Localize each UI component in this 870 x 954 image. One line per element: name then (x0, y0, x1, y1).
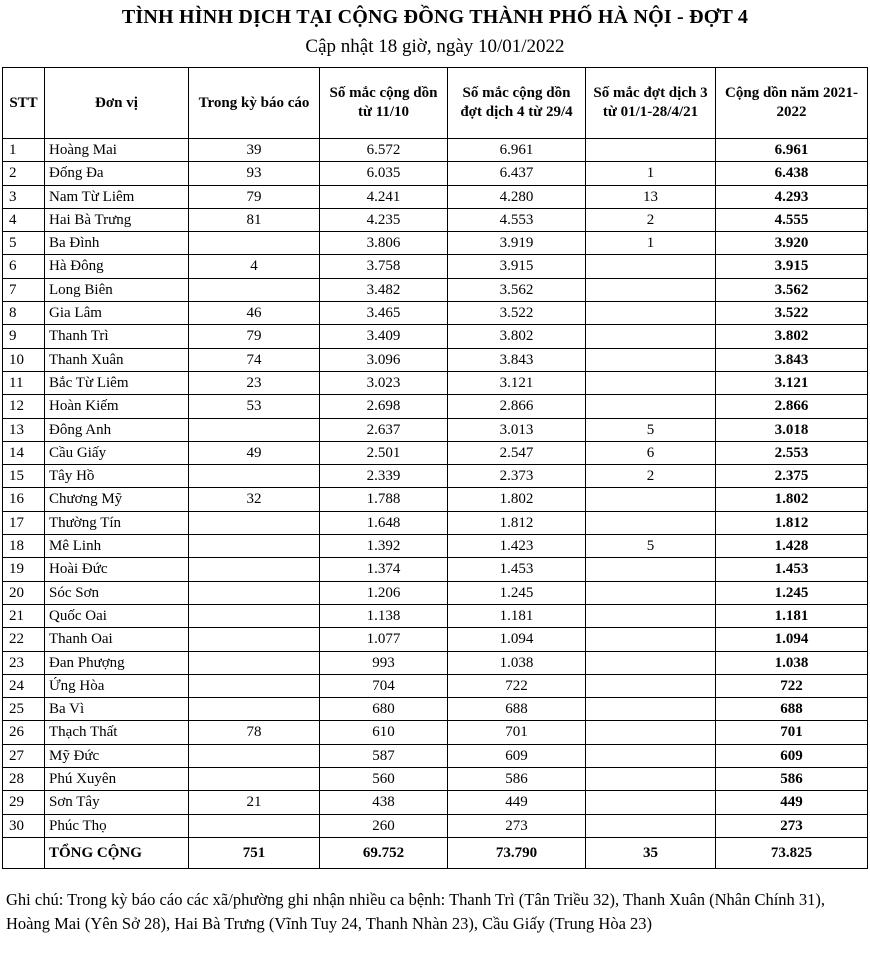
cell-wave3 (586, 744, 716, 767)
table-row (3, 371, 868, 394)
cell-period: 4 (189, 255, 320, 278)
cell-period (189, 628, 320, 651)
cell-unit: Đông Anh (45, 418, 189, 441)
table-row (3, 814, 868, 837)
cell-wave4: 3.121 (448, 371, 586, 394)
cell-period (189, 674, 320, 697)
table-header-row (3, 68, 868, 139)
footnote: Ghi chú: Trong kỳ báo cáo các xã/phường ghi nhận nhiều ca bệnh: Thanh Trì (Tân Triều 32), Thanh Xuân (Nhân Chính 31), Hoàng Mai (Yên Sở 28), Hai Bà Trưng (Vĩnh Tuy 24, Thanh Nhàn 23), Cầu Giấy (Trung Hòa 23) (6, 890, 826, 933)
cell-stt: 30 (3, 814, 45, 837)
cell-wave4: 3.802 (448, 325, 586, 348)
cell-since-1110: 1.392 (320, 535, 448, 558)
table-row (3, 348, 868, 371)
cell-since-1110: 680 (320, 698, 448, 721)
cell-since-1110: 4.241 (320, 185, 448, 208)
cell-since-1110: 2.501 (320, 441, 448, 464)
cell-since-1110: 4.235 (320, 208, 448, 231)
cell-stt: 14 (3, 441, 45, 464)
cell-wave3 (586, 791, 716, 814)
cell-since-1110: 3.465 (320, 302, 448, 325)
cell-stt: 5 (3, 232, 45, 255)
cell-stt: 6 (3, 255, 45, 278)
cell-unit: Gia Lâm (45, 302, 189, 325)
cell-unit: Hà Đông (45, 255, 189, 278)
cell-total: 3.843 (716, 348, 868, 371)
cell-wave3: 5 (586, 418, 716, 441)
cell-since-1110: 3.482 (320, 278, 448, 301)
cell-total: 722 (716, 674, 868, 697)
cell-stt: 16 (3, 488, 45, 511)
table-row (3, 465, 868, 488)
table-row (3, 208, 868, 231)
table-row (3, 418, 868, 441)
cell-total: 4.293 (716, 185, 868, 208)
cell-since-1110: 560 (320, 768, 448, 791)
cell-unit: Sóc Sơn (45, 581, 189, 604)
cell-period (189, 581, 320, 604)
cell-total: 2.375 (716, 465, 868, 488)
cell-since-1110: 1.374 (320, 558, 448, 581)
cell-unit: Thanh Xuân (45, 348, 189, 371)
cell-since-1110: 587 (320, 744, 448, 767)
cell-since-1110: 3.096 (320, 348, 448, 371)
cell-unit: Thanh Oai (45, 628, 189, 651)
cell-wave3 (586, 278, 716, 301)
cell-total: 6.961 (716, 139, 868, 162)
cell-wave3 (586, 511, 716, 534)
total-label: TỔNG CỘNG (45, 837, 189, 868)
header-wave4: Số mắc cộng dồn đợt dịch 4 từ 29/4 (448, 68, 586, 139)
cell-since-1110: 1.648 (320, 511, 448, 534)
cell-unit: Sơn Tây (45, 791, 189, 814)
header-unit: Đơn vị (45, 68, 189, 139)
table-row (3, 768, 868, 791)
cell-wave3 (586, 651, 716, 674)
cell-unit: Hoàn Kiếm (45, 395, 189, 418)
cell-wave3 (586, 628, 716, 651)
cell-period: 46 (189, 302, 320, 325)
cell-unit: Tây Hồ (45, 465, 189, 488)
cell-total: 3.562 (716, 278, 868, 301)
cell-wave4: 273 (448, 814, 586, 837)
cell-stt: 8 (3, 302, 45, 325)
cell-wave4: 1.802 (448, 488, 586, 511)
cell-stt: 12 (3, 395, 45, 418)
cell-wave3: 2 (586, 465, 716, 488)
table-row (3, 558, 868, 581)
cell-unit: Nam Từ Liêm (45, 185, 189, 208)
cell-wave4: 3.915 (448, 255, 586, 278)
cell-wave3 (586, 581, 716, 604)
cell-total: 2.866 (716, 395, 868, 418)
cell-period (189, 604, 320, 627)
header-since-1110: Số mắc cộng dồn từ 11/10 (320, 68, 448, 139)
cell-period: 39 (189, 139, 320, 162)
cell-since-1110: 2.698 (320, 395, 448, 418)
cell-wave3: 1 (586, 232, 716, 255)
cell-wave4: 2.547 (448, 441, 586, 464)
cell-total: 2.553 (716, 441, 868, 464)
cell-wave4: 3.522 (448, 302, 586, 325)
cell-period (189, 814, 320, 837)
cell-since-1110: 3.409 (320, 325, 448, 348)
cell-unit: Cầu Giấy (45, 441, 189, 464)
cell-total: 688 (716, 698, 868, 721)
cell-unit: Phúc Thọ (45, 814, 189, 837)
cell-stt: 7 (3, 278, 45, 301)
cell-total: 3.121 (716, 371, 868, 394)
total-wave3: 35 (586, 837, 716, 868)
cell-period (189, 232, 320, 255)
cell-since-1110: 3.758 (320, 255, 448, 278)
cell-period (189, 744, 320, 767)
cell-total: 3.915 (716, 255, 868, 278)
cell-since-1110: 1.788 (320, 488, 448, 511)
cell-period (189, 698, 320, 721)
cell-wave3: 6 (586, 441, 716, 464)
cell-wave4: 1.038 (448, 651, 586, 674)
cell-period: 79 (189, 325, 320, 348)
cell-unit: Hai Bà Trưng (45, 208, 189, 231)
cell-unit: Phú Xuyên (45, 768, 189, 791)
cell-wave3 (586, 488, 716, 511)
cell-period: 53 (189, 395, 320, 418)
cell-wave3 (586, 255, 716, 278)
cell-wave4: 2.866 (448, 395, 586, 418)
table-row (3, 581, 868, 604)
cell-wave3 (586, 395, 716, 418)
cell-since-1110: 2.339 (320, 465, 448, 488)
cell-period: 78 (189, 721, 320, 744)
cell-wave3 (586, 558, 716, 581)
cell-stt: 10 (3, 348, 45, 371)
cell-wave3 (586, 139, 716, 162)
cell-since-1110: 6.572 (320, 139, 448, 162)
cell-period (189, 651, 320, 674)
table-row (3, 535, 868, 558)
cell-stt: 19 (3, 558, 45, 581)
cell-since-1110: 3.806 (320, 232, 448, 255)
total-since-1110: 69.752 (320, 837, 448, 868)
table-row (3, 628, 868, 651)
cell-total: 1.428 (716, 535, 868, 558)
table-row (3, 674, 868, 697)
cell-period: 74 (189, 348, 320, 371)
cell-stt: 9 (3, 325, 45, 348)
cell-since-1110: 993 (320, 651, 448, 674)
cell-wave4: 3.013 (448, 418, 586, 441)
cell-total: 1.181 (716, 604, 868, 627)
table-row (3, 255, 868, 278)
cell-wave3 (586, 302, 716, 325)
cell-unit: Đống Đa (45, 162, 189, 185)
page-subtitle: Cập nhật 18 giờ, ngày 10/01/2022 (305, 36, 565, 57)
cell-stt: 27 (3, 744, 45, 767)
cell-unit: Quốc Oai (45, 604, 189, 627)
cell-unit: Hoàng Mai (45, 139, 189, 162)
table-row (3, 698, 868, 721)
total-wave4: 73.790 (448, 837, 586, 868)
cell-total: 3.522 (716, 302, 868, 325)
cell-since-1110: 1.206 (320, 581, 448, 604)
cell-stt: 26 (3, 721, 45, 744)
table-row (3, 488, 868, 511)
cell-wave4: 6.437 (448, 162, 586, 185)
cell-since-1110: 1.138 (320, 604, 448, 627)
cell-stt: 4 (3, 208, 45, 231)
cell-wave4: 6.961 (448, 139, 586, 162)
cell-unit: Long Biên (45, 278, 189, 301)
cell-unit: Bắc Từ Liêm (45, 371, 189, 394)
cell-stt: 20 (3, 581, 45, 604)
table-body (3, 139, 868, 838)
cell-total: 1.453 (716, 558, 868, 581)
cell-total: 1.094 (716, 628, 868, 651)
cell-total: 1.812 (716, 511, 868, 534)
cell-wave4: 449 (448, 791, 586, 814)
cell-stt: 17 (3, 511, 45, 534)
cell-unit: Mỹ Đức (45, 744, 189, 767)
cell-wave4: 722 (448, 674, 586, 697)
cell-wave4: 1.181 (448, 604, 586, 627)
total-row (3, 837, 868, 868)
page-title: TÌNH HÌNH DỊCH TẠI CỘNG ĐỒNG THÀNH PHỐ HÀ NỘI - ĐỢT 4 (121, 6, 749, 28)
cell-total: 273 (716, 814, 868, 837)
table-row (3, 302, 868, 325)
cell-total: 1.038 (716, 651, 868, 674)
cell-period (189, 768, 320, 791)
table-row (3, 604, 868, 627)
cell-wave3 (586, 371, 716, 394)
header-total-2021-2022: Cộng dồn năm 2021-2022 (716, 68, 868, 139)
cell-period: 32 (189, 488, 320, 511)
cell-wave3: 2 (586, 208, 716, 231)
cell-wave4: 3.843 (448, 348, 586, 371)
cell-total: 586 (716, 768, 868, 791)
cell-since-1110: 260 (320, 814, 448, 837)
cell-wave3 (586, 698, 716, 721)
cell-stt: 11 (3, 371, 45, 394)
cell-wave4: 4.280 (448, 185, 586, 208)
cell-unit: Ba Vì (45, 698, 189, 721)
cell-wave4: 4.553 (448, 208, 586, 231)
table-row (3, 511, 868, 534)
cell-wave3 (586, 814, 716, 837)
total-period: 751 (189, 837, 320, 868)
cell-period (189, 511, 320, 534)
cell-wave3 (586, 721, 716, 744)
cell-stt: 13 (3, 418, 45, 441)
cell-wave4: 701 (448, 721, 586, 744)
table-row (3, 185, 868, 208)
cell-wave3: 5 (586, 535, 716, 558)
cell-wave4: 1.245 (448, 581, 586, 604)
cell-wave4: 609 (448, 744, 586, 767)
table-row (3, 162, 868, 185)
cell-period: 49 (189, 441, 320, 464)
cell-total: 6.438 (716, 162, 868, 185)
cell-wave4: 586 (448, 768, 586, 791)
cell-stt: 15 (3, 465, 45, 488)
cell-wave4: 1.094 (448, 628, 586, 651)
cell-total: 1.245 (716, 581, 868, 604)
cell-period: 81 (189, 208, 320, 231)
cell-wave3 (586, 768, 716, 791)
table-row (3, 441, 868, 464)
cell-period (189, 465, 320, 488)
cell-unit: Đan Phượng (45, 651, 189, 674)
cell-period (189, 535, 320, 558)
cell-period: 93 (189, 162, 320, 185)
cell-total: 1.802 (716, 488, 868, 511)
cell-total: 3.802 (716, 325, 868, 348)
cell-stt: 1 (3, 139, 45, 162)
cell-period (189, 418, 320, 441)
cell-total: 609 (716, 744, 868, 767)
cell-period: 21 (189, 791, 320, 814)
cell-total: 701 (716, 721, 868, 744)
cell-period: 23 (189, 371, 320, 394)
cell-wave4: 3.562 (448, 278, 586, 301)
cell-since-1110: 438 (320, 791, 448, 814)
table-row (3, 278, 868, 301)
cell-unit: Hoài Đức (45, 558, 189, 581)
cell-stt: 23 (3, 651, 45, 674)
cell-total: 3.018 (716, 418, 868, 441)
cell-total: 4.555 (716, 208, 868, 231)
cell-wave4: 1.453 (448, 558, 586, 581)
total-grand: 73.825 (716, 837, 868, 868)
cell-total: 449 (716, 791, 868, 814)
cell-since-1110: 6.035 (320, 162, 448, 185)
table-row (3, 791, 868, 814)
cell-unit: Thạch Thất (45, 721, 189, 744)
cell-since-1110: 610 (320, 721, 448, 744)
cell-since-1110: 2.637 (320, 418, 448, 441)
cell-wave3 (586, 604, 716, 627)
cell-stt: 18 (3, 535, 45, 558)
table-row (3, 395, 868, 418)
cell-stt: 3 (3, 185, 45, 208)
header-wave3: Số mắc đợt dịch 3 từ 01/1-28/4/21 (586, 68, 716, 139)
table-row (3, 139, 868, 162)
cell-wave3 (586, 325, 716, 348)
cell-wave4: 3.919 (448, 232, 586, 255)
cell-stt: 2 (3, 162, 45, 185)
cell-since-1110: 1.077 (320, 628, 448, 651)
cell-period (189, 558, 320, 581)
cell-unit: Ứng Hòa (45, 674, 189, 697)
table-row (3, 721, 868, 744)
cell-since-1110: 3.023 (320, 371, 448, 394)
cell-wave4: 1.423 (448, 535, 586, 558)
cell-wave3: 1 (586, 162, 716, 185)
cell-unit: Ba Đình (45, 232, 189, 255)
cell-stt: 28 (3, 768, 45, 791)
cell-stt: 24 (3, 674, 45, 697)
cell-wave4: 2.373 (448, 465, 586, 488)
cell-stt: 21 (3, 604, 45, 627)
cases-table (2, 67, 868, 869)
table-row (3, 232, 868, 255)
table-row (3, 651, 868, 674)
header-stt: STT (3, 68, 45, 139)
cell-unit: Thường Tín (45, 511, 189, 534)
cell-unit: Mê Linh (45, 535, 189, 558)
cell-wave4: 1.812 (448, 511, 586, 534)
cell-total: 3.920 (716, 232, 868, 255)
table-row (3, 744, 868, 767)
cell-period: 79 (189, 185, 320, 208)
header-period: Trong kỳ báo cáo (189, 68, 320, 139)
cell-stt: 29 (3, 791, 45, 814)
cell-unit: Chương Mỹ (45, 488, 189, 511)
table-row (3, 325, 868, 348)
cell-wave3 (586, 674, 716, 697)
cell-stt: 25 (3, 698, 45, 721)
cell-wave4: 688 (448, 698, 586, 721)
cell-period (189, 278, 320, 301)
cell-wave3 (586, 348, 716, 371)
cell-since-1110: 704 (320, 674, 448, 697)
total-stt-cell (3, 837, 45, 868)
cell-stt: 22 (3, 628, 45, 651)
cell-unit: Thanh Trì (45, 325, 189, 348)
cell-wave3: 13 (586, 185, 716, 208)
